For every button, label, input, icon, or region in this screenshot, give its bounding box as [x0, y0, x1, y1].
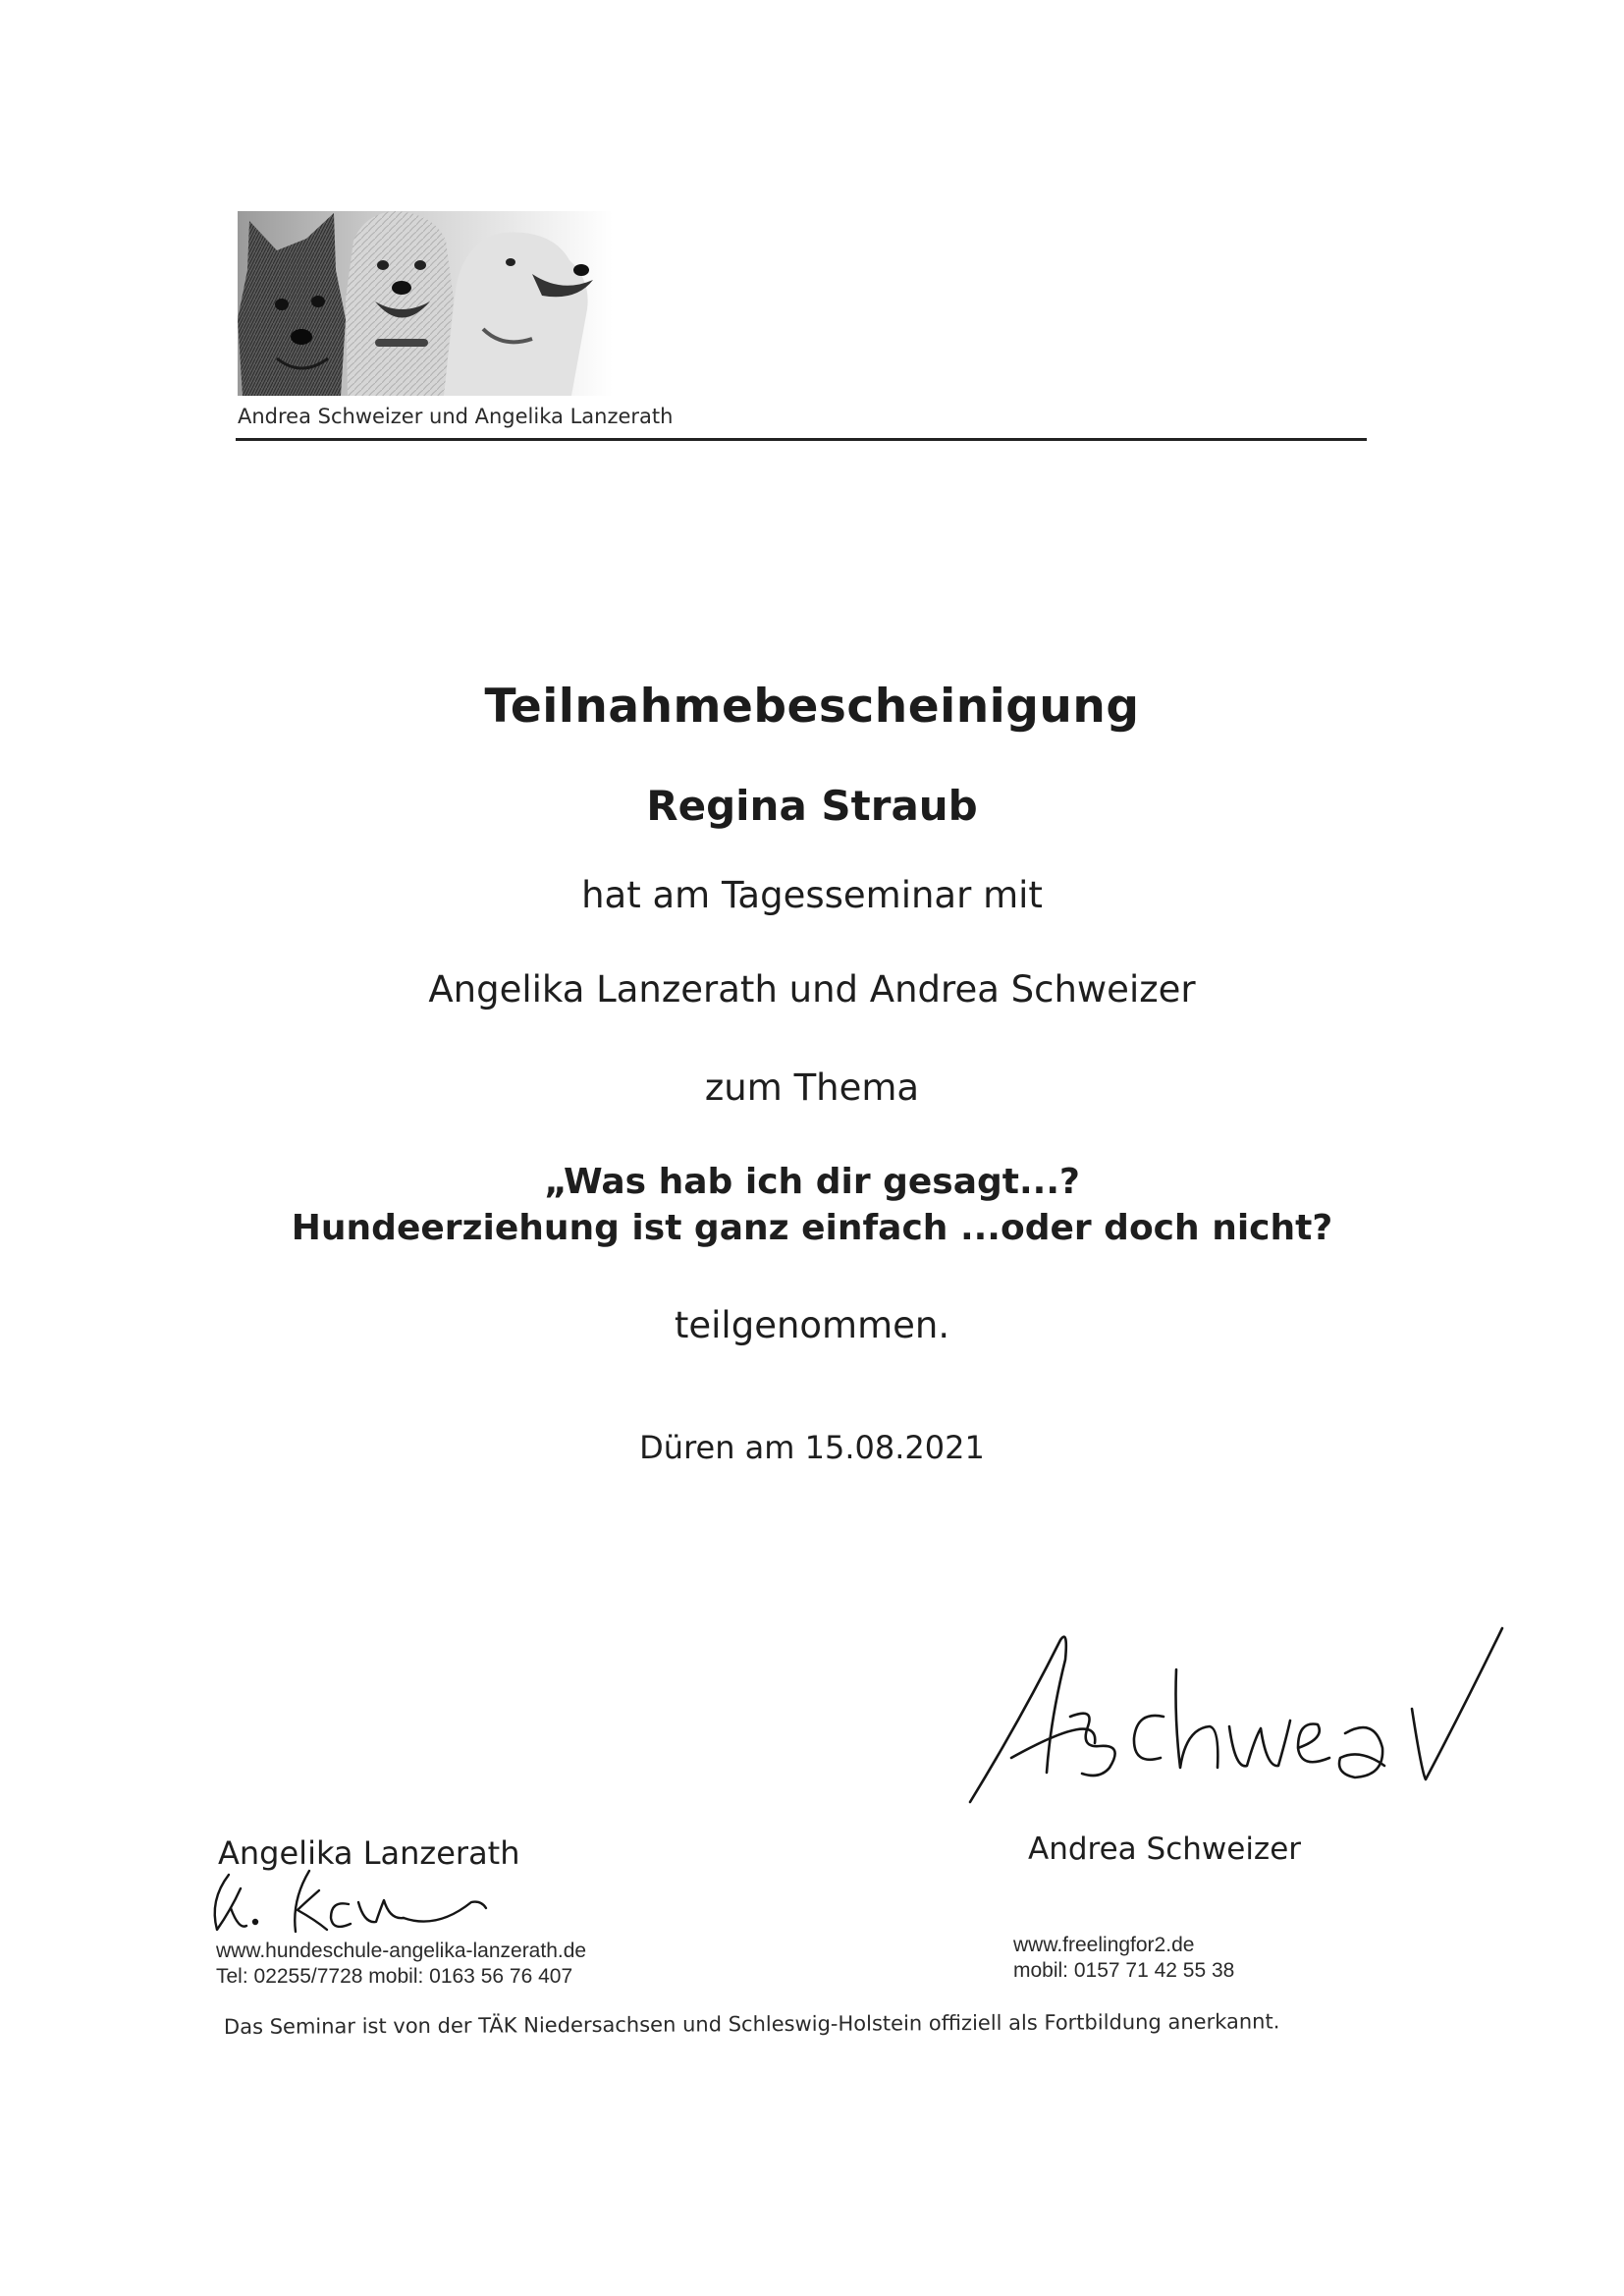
topic-title: „Was hab ich dir gesagt...?	[544, 1162, 1080, 1202]
topic-subtitle: Hundeerziehung ist ganz einfach ...oder doch nicht?	[291, 1208, 1333, 1248]
header-dogs-photo	[238, 211, 613, 396]
signatory-left-name: Angelika Lanzerath	[218, 1834, 520, 1872]
left-website-link[interactable]: www.hundeschule-angelika-lanzerath.de	[216, 1940, 587, 1962]
intro-line: hat am Tagesseminar mit	[581, 874, 1043, 916]
signatory-right-name: Andrea Schweizer	[1028, 1831, 1302, 1867]
header-divider	[236, 438, 1367, 441]
header-caption: Andrea Schweizer und Angelika Lanzerath	[238, 405, 674, 428]
signature-left-icon	[201, 1861, 496, 1940]
instructors-line: Angelika Lanzerath und Andrea Schweizer	[428, 968, 1196, 1011]
completion-line: teilgenommen.	[674, 1304, 950, 1346]
left-phone-info: Tel: 02255/7728 mobil: 0163 56 76 407	[216, 1965, 573, 1988]
right-website-link[interactable]: www.freelingfor2.de	[1013, 1934, 1195, 1956]
place-date: Düren am 15.08.2021	[639, 1429, 985, 1466]
right-phone-info: mobil: 0157 71 42 55 38	[1013, 1959, 1235, 1982]
participant-name: Regina Straub	[646, 782, 978, 830]
accreditation-note: Das Seminar ist von der TÄK Niedersachsen und Schleswig-Holstein offiziell als Fortbildung anerkannt.	[223, 2009, 1280, 2039]
signature-right-icon	[952, 1601, 1522, 1827]
certificate-title: Teilnahmebescheinigung	[484, 680, 1140, 734]
topic-label: zum Thema	[704, 1066, 920, 1109]
